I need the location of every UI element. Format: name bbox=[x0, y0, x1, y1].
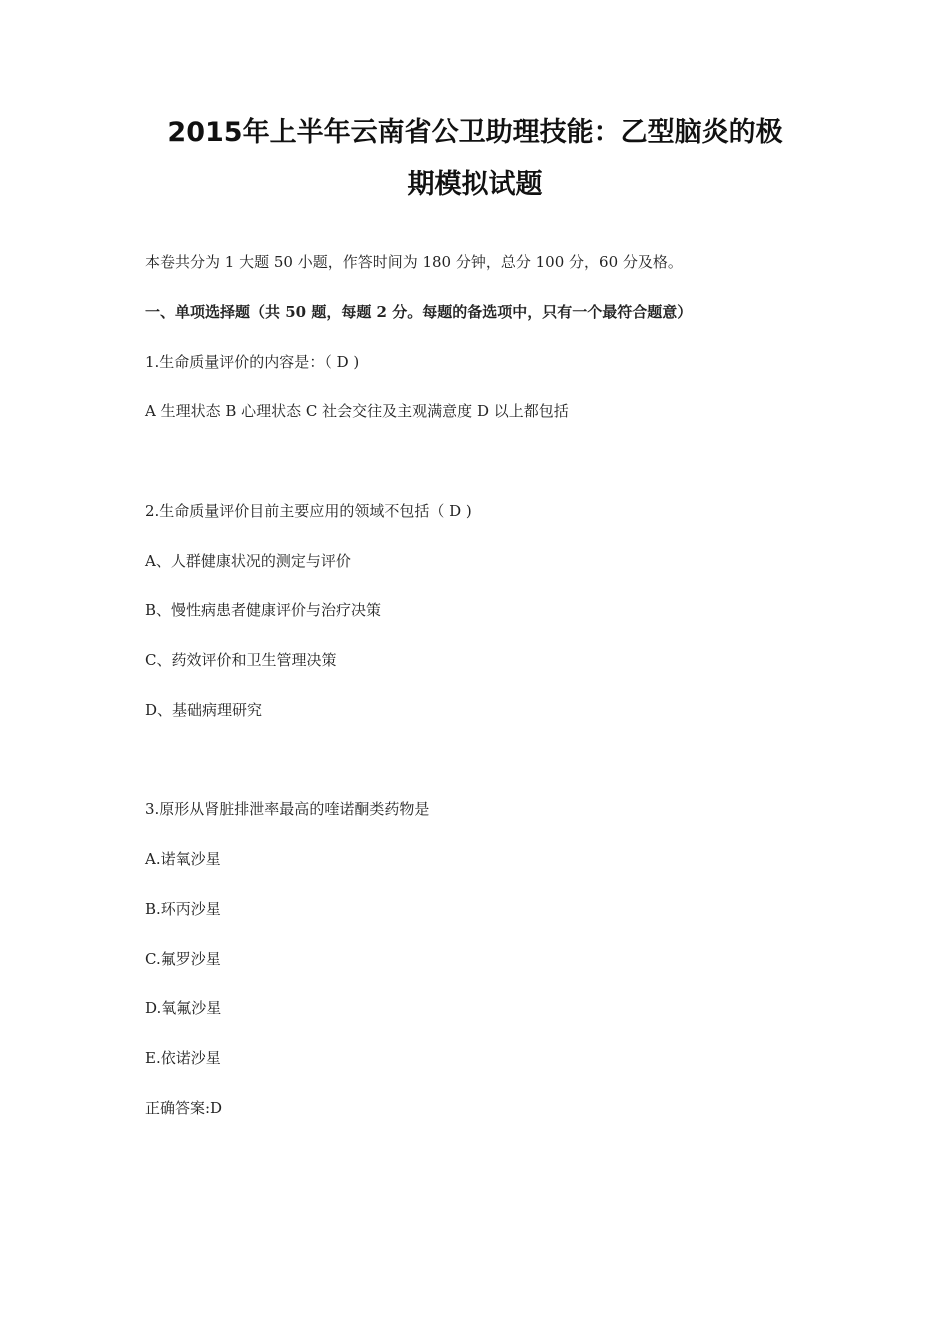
document-title-line-2: 期模拟试题 bbox=[407, 169, 543, 200]
question-2-stem: 2.生命质量评价目前主要应用的领域不包括（ D ) bbox=[145, 502, 472, 520]
question-3-stem: 3.原形从肾脏排泄率最高的喹诺酮类药物是 bbox=[145, 800, 430, 818]
question-3-option-d: D.氧氟沙星 bbox=[145, 999, 222, 1017]
document-title-line-1: 2015年上半年云南省公卫助理技能：乙型脑炎的极 bbox=[167, 117, 783, 148]
question-3-option-c: C.氟罗沙星 bbox=[145, 950, 221, 968]
question-3-option-b: B.环丙沙星 bbox=[145, 900, 221, 918]
question-1-options: A 生理状态 B 心理状态 C 社会交往及主观满意度 D 以上都包括 bbox=[145, 402, 569, 420]
question-2-option-c: C、药效评价和卫生管理决策 bbox=[145, 651, 337, 669]
question-3-answer: 正确答案:D bbox=[145, 1099, 223, 1117]
question-2-option-d: D、基础病理研究 bbox=[145, 701, 263, 719]
question-2-option-b: B、慢性病患者健康评价与治疗决策 bbox=[145, 601, 382, 619]
question-3-option-a: A.诺氧沙星 bbox=[145, 850, 221, 868]
question-1-stem: 1.生命质量评价的内容是：（ D ) bbox=[145, 353, 360, 371]
question-2-option-a: A、人群健康状况的测定与评价 bbox=[145, 552, 351, 570]
question-3-option-e: E.依诺沙星 bbox=[145, 1049, 221, 1067]
exam-intro: 本卷共分为 1 大题 50 小题，作答时间为 180 分钟，总分 100 分，60 分及格。 bbox=[145, 253, 683, 271]
section-heading: 一、单项选择题（共 50 题，每题 2 分。每题的备选项中，只有一个最符合题意） bbox=[145, 303, 693, 321]
